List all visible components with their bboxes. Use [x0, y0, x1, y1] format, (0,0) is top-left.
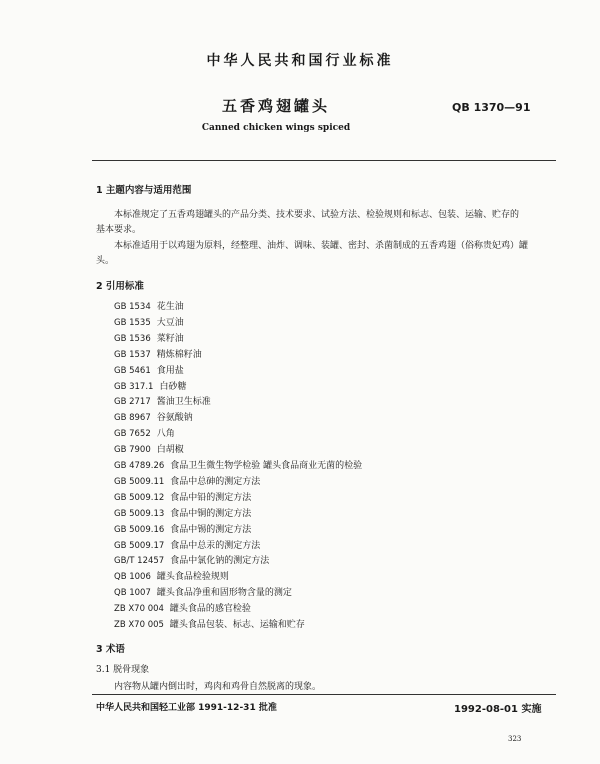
reference-code: GB 5461: [114, 365, 151, 376]
section-1-heading: 1 主题内容与适用范围: [96, 185, 192, 196]
footer-divider: [92, 694, 556, 695]
reference-code: GB 2717: [114, 397, 151, 408]
reference-code: GB 7900: [114, 445, 151, 456]
reference-item: [114, 379, 186, 392]
reference-title: 食品中铅的测定方法: [170, 492, 252, 503]
reference-title: 罐头食品包装、标志、运输和贮存: [169, 620, 305, 630]
english-title: Canned chicken wings spiced: [201, 123, 351, 133]
reference-title: 食品中铜的测定方法: [170, 508, 252, 519]
reference-item: [114, 299, 184, 312]
reference-code: GB 7652: [114, 429, 151, 440]
reference-item: [114, 553, 269, 566]
page-number: 323: [508, 735, 522, 743]
reference-item: [114, 601, 251, 614]
reference-item: [114, 538, 260, 551]
reference-title: 白胡椒: [156, 445, 184, 456]
reference-item: [114, 458, 362, 471]
reference-item: [114, 506, 251, 519]
reference-code: GB 5009.17: [114, 540, 165, 551]
document-title: 五香鸡翅罐头: [221, 97, 330, 115]
header-divider: [92, 160, 556, 161]
reference-code: ZB X70 004: [114, 604, 164, 615]
reference-title: 罐头食品的感官检验: [169, 604, 251, 615]
document-header: 中华人民共和国行业标准: [206, 53, 394, 69]
section-3-heading: 3 术语: [96, 644, 125, 655]
section-1-para-2-line-1: 本标准适用于以鸡翅为原料，经整理、油炸、调味、装罐、密封、杀菌制成的五香鸡翅（俗称贵妃鸡）罐: [114, 241, 529, 251]
reference-code: GB 1537: [114, 349, 151, 360]
reference-item: [114, 394, 211, 407]
section-3-1-text: 内容物从罐内倒出时，鸡肉和鸡骨自然脱离的现象。: [114, 682, 322, 692]
section-1-para-2-line-2: 头。: [96, 256, 115, 266]
reference-title: 花生油: [156, 302, 184, 312]
reference-code: GB/T 12457: [114, 556, 165, 567]
reference-title: 食品中总砷的测定方法: [170, 476, 261, 487]
reference-code: QB 1007: [114, 588, 151, 599]
reference-code: GB 4789.26: [114, 461, 165, 471]
reference-code: ZB X70 005: [114, 620, 164, 630]
section-3-1-heading: 3.1 脱骨现象: [96, 665, 150, 675]
reference-title: 白砂糖: [159, 381, 187, 392]
reference-title: 酱油卫生标准: [156, 397, 211, 408]
reference-code: GB 8967: [114, 413, 151, 424]
section-1-para-1-line-1: 本标准规定了五香鸡翅罐头的产品分类、技术要求、试验方法、检验规则和标志、包装、运输、贮存的: [114, 210, 520, 220]
reference-title: 食品卫生微生物学检验 罐头食品商业无菌的检验: [170, 461, 363, 471]
reference-item: [114, 474, 260, 487]
reference-title: 菜籽油: [156, 333, 184, 344]
reference-item: [114, 522, 251, 535]
reference-code: GB 5009.16: [114, 524, 165, 535]
reference-code: GB 5009.13: [114, 508, 165, 519]
reference-title: 罐头食品检验规则: [156, 572, 229, 583]
approval-info: 中华人民共和国轻工业部 1991-12-31 批准: [96, 703, 277, 713]
reference-code: QB 1006: [114, 572, 151, 583]
reference-item: [114, 490, 251, 503]
reference-title: 罐头食品净重和固形物含量的测定: [156, 588, 292, 599]
reference-item: [114, 347, 202, 360]
reference-title: 大豆油: [156, 317, 184, 328]
reference-title: 谷氨酸钠: [156, 413, 193, 424]
reference-item: [114, 442, 184, 455]
reference-title: 精炼棉籽油: [156, 349, 202, 360]
reference-code: GB 317.1: [114, 381, 154, 392]
reference-item: [114, 331, 184, 344]
section-2-heading: 2 引用标准: [96, 281, 144, 292]
reference-title: 食品中氯化钠的测定方法: [170, 556, 270, 567]
reference-item: [114, 315, 184, 328]
section-1-para-1-line-2: 基本要求。: [96, 225, 142, 235]
reference-code: GB 1536: [114, 333, 151, 344]
reference-item: [114, 617, 305, 630]
reference-item: [114, 363, 184, 376]
reference-title: 八角: [156, 429, 175, 440]
reference-item: [114, 426, 175, 439]
standard-number: QB 1370—91: [452, 101, 531, 114]
reference-title: 食品中总汞的测定方法: [170, 540, 261, 551]
reference-title: 食用盐: [156, 365, 184, 376]
effective-date: 1992-08-01 实施: [454, 704, 542, 715]
reference-title: 食品中锡的测定方法: [170, 524, 252, 535]
reference-code: GB 5009.11: [114, 476, 165, 487]
reference-code: GB 1535: [114, 317, 151, 328]
reference-item: [114, 569, 229, 582]
reference-code: GB 5009.12: [114, 492, 165, 503]
reference-item: [114, 585, 292, 598]
reference-code: GB 1534: [114, 302, 151, 312]
reference-item: [114, 410, 193, 423]
